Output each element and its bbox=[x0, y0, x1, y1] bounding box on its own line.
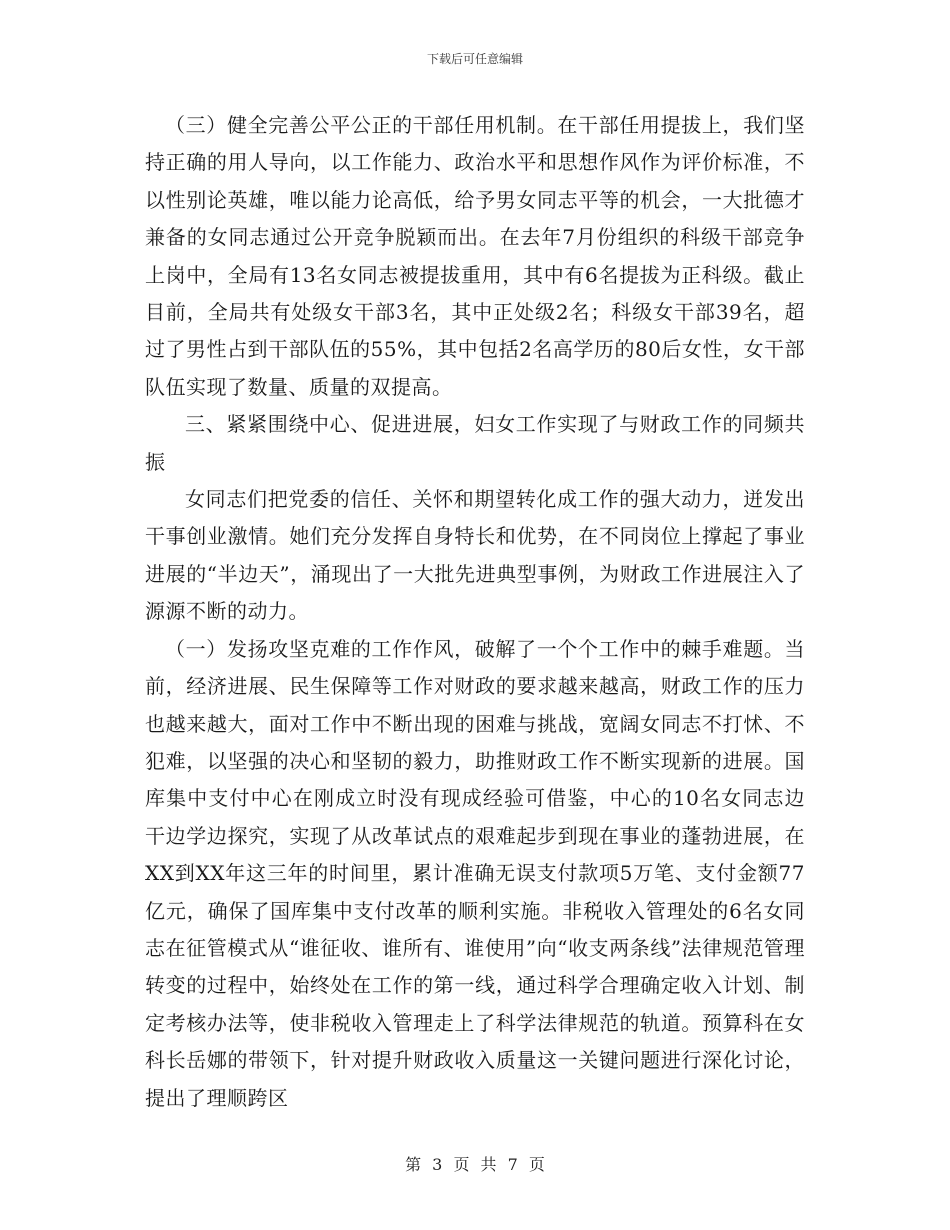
paragraph-women-comrades: 女同志们把党委的信任、关怀和期望转化成工作的强大动力，迸发出干事创业激情。她们充分发挥自身特长和优势，在不同岗位上撑起了事业进展的“半边天”，涌现出了一大批先进典型事例，为财政工作进展注入了源源不断的动力。 bbox=[145, 487, 805, 624]
document-body bbox=[145, 107, 805, 1117]
section-heading-three: 三、紧紧围绕中心、促进进展，妇女工作实现了与财政工作的同频共振 bbox=[145, 412, 805, 474]
paragraph-work-style: （一）发扬攻坚克难的工作作风，破解了一个个工作中的棘手难题。当前，经济进展、民生保障等工作对财政的要求越来越高，财政工作的压力也越来越大，面对工作中不断出现的困难与挑战，宽阔女同志不打怵、不犯难，以坚强的决心和坚韧的毅力，助推财政工作不断实现新的进展。国库集中支付中心在刚成立时没有现成经验可借鉴，中心的10名女同志边干边学边探究，实现了从改革试点的艰难起步到现在事业的蓬勃进展，在XX到XX年这三年的时间里，累计准确无误支付款项5万笔、支付金额77亿元，确保了国库集中支付改革的顺利实施。非税收入管理处的6名女同志在征管模式从“谁征收、谁所有、谁使用”向“收支两条线”法律规范管理转变的过程中，始终处在工作的第一线，通过科学合理确定收入计划、制定考核办法等，使非税收入管理走上了科学法律规范的轨道。预算科在女科长岳娜的带领下，针对提升财政收入质量这一关键问题进行深化讨论，提出了理顺跨区 bbox=[145, 636, 805, 1110]
page-header: 下载后可任意编辑 bbox=[426, 52, 523, 66]
paragraph-cadre-appointment: （三）健全完善公平公正的干部任用机制。在干部任用提拔上，我们坚持正确的用人导向，以工作能力、政治水平和思想作风作为评价标准，不以性别论英雄，唯以能力论高低，给予男女同志平等的机会，一大批德才兼备的女同志通过公开竞争脱颖而出。在去年7月份组织的科级干部竞争上岗中，全局有13名女同志被提拔重用，其中有6名提拔为正科级。截止目前，全局共有处级女干部3名，其中正处级2名；科级女干部39名，超过了男性占到干部队伍的55%，其中包括2名高学历的80后女性，女干部队伍实现了数量、质量的双提高。 bbox=[145, 113, 805, 399]
page-number: 第 3 页 共 7 页 bbox=[405, 1155, 545, 1174]
